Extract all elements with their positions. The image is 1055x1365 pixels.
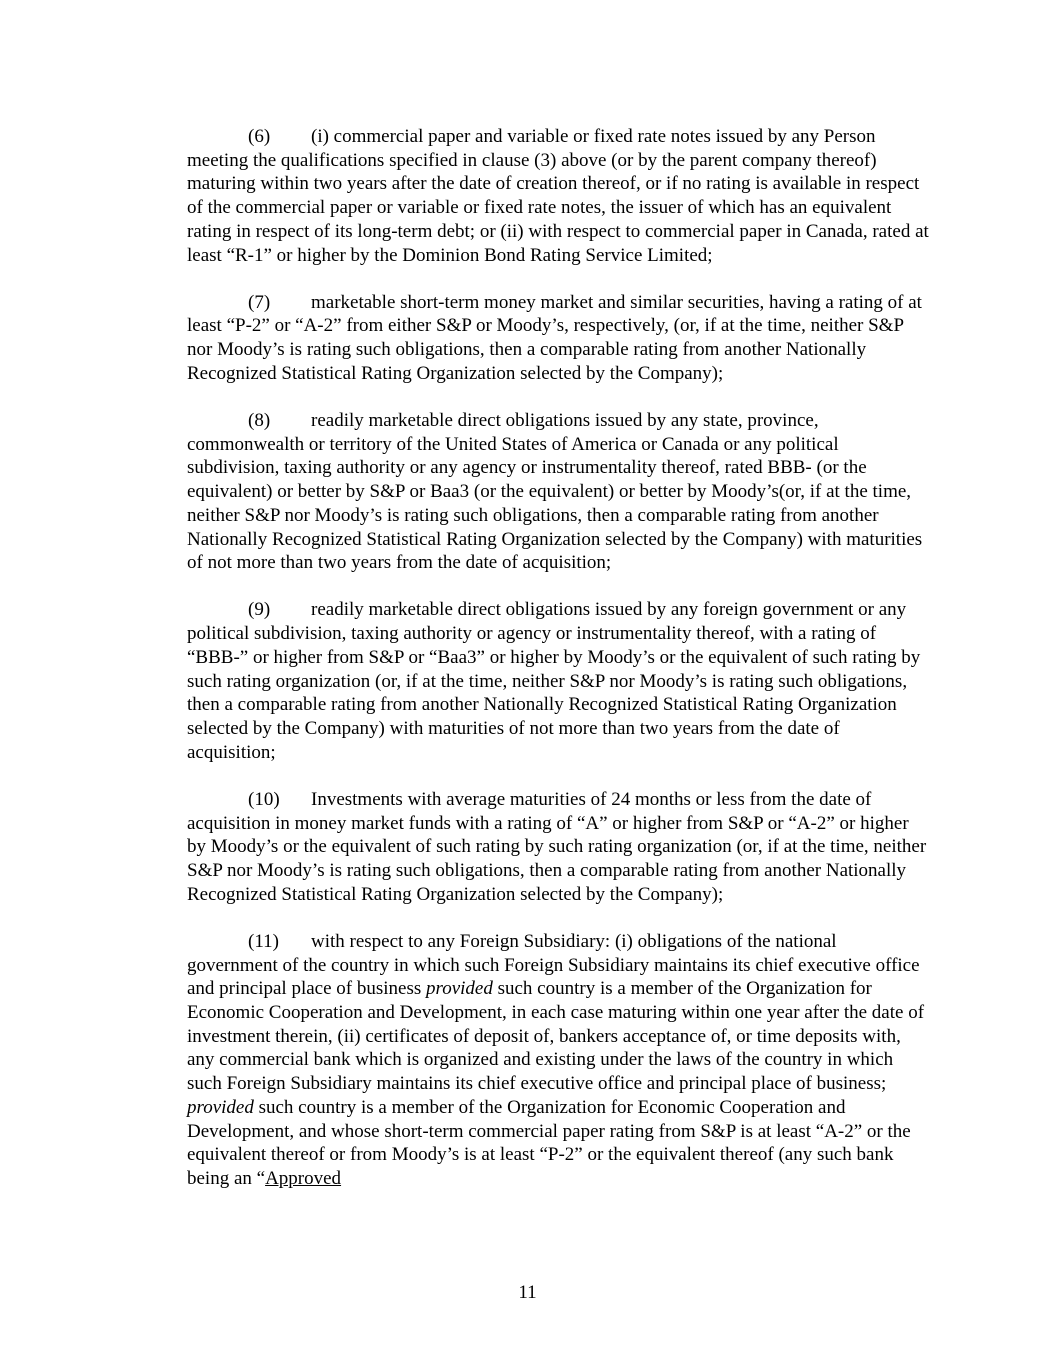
paragraph-text-part-2: such country is a member of the Organization for Economic Cooperation and Development, in each case maturing within one year after the date of investment therein, (ii) certificates of deposit of, bankers acceptance of, or time deposits with, any commercial bank which is organized and existing under the laws of the country in which such Foreign Subsidiary maintains its chief executive office and principal place of business; <box>187 978 925 1095</box>
provided-italic-1: provided <box>426 978 493 1000</box>
page-number: 11 <box>518 1282 537 1303</box>
paragraph-text-part-1: with respect to any Foreign Subsidiary: (i) obligations of the national government of the country in which such Foreign Subsidiary maintains its chief executive office and principal place of business <box>187 930 920 1000</box>
document-body <box>187 125 932 1191</box>
paragraph-number: (7) <box>248 291 271 313</box>
paragraph-number: (8) <box>248 410 271 432</box>
paragraph-text: readily marketable direct obligations issued by any state, province, commonwealth or territory of the United States of America or Canada or any political subdivision, taxing authority or any agency or instrumentality thereof, rated BBB- (or the equivalent) or better by S&P or Baa3 (or the equivalent) or better by Moody’s(or, if at the time, neither S&P nor Moody’s is rating such obligations, then a comparable rating from another Nationally Recognized Statistical Rating Organization selected by the Company) with maturities of not more than two years from the date of acquisition; <box>187 410 923 574</box>
paragraph-text: Investments with average maturities of 24 months or less from the date of acquisition in money market funds with a rating of “A” or higher from S&P or “A-2” or higher by Moody’s or the equivalent of such rating by such rating organization (or, if at the time, neither S&P nor Moody’s is rating such obligations, then a comparable rating from another Nationally Recognized Statistical Rating Organization selected by the Company); <box>187 788 927 905</box>
approved-bank-term: Approved <box>265 1167 342 1189</box>
paragraph-7 <box>187 291 932 386</box>
paragraph-number: (9) <box>248 599 271 621</box>
paragraph-8 <box>187 409 932 575</box>
provided-italic-2: provided <box>187 1096 254 1118</box>
paragraph-10 <box>187 788 932 907</box>
paragraph-6 <box>187 125 932 267</box>
paragraph-9 <box>187 598 932 764</box>
paragraph-text: marketable short-term money market and similar securities, having a rating of at least “P-2” or “A-2” from either S&P or Moody’s, respectively, (or, if at the time, neither S&P nor Moody’s is rating such obligations, then a comparable rating from another Nationally Recognized Statistical Rating Organization selected by the Company); <box>187 291 922 384</box>
paragraph-text: (i) commercial paper and variable or fixed rate notes issued by any Person meeting the qualifications specified in clause (3) above (or by the parent company thereof) maturing within two years after the date of creation thereof, or if no rating is available in respect of the commercial paper or variable or fixed rate notes, the issuer of which has an equivalent rating in respect of its long-term debt; or (ii) with respect to commercial paper in Canada, rated at least “R-1” or higher by the Dominion Bond Rating Service Limited; <box>187 126 929 266</box>
paragraph-number: (11) <box>248 930 279 952</box>
paragraph-11 <box>187 930 932 1191</box>
paragraph-number: (10) <box>248 788 280 810</box>
paragraph-number: (6) <box>248 126 271 147</box>
paragraph-text: readily marketable direct obligations issued by any foreign government or any political subdivision, taxing authority or agency or instrumentality thereof, with a rating of “BBB-” or higher from S&P or “Baa3” or higher by Moody’s or the equivalent of such rating by such rating organization (or, if at the time, neither S&P nor Moody’s is rating such obligations, then a comparable rating from another Nationally Recognized Statistical Rating Organization selected by the Company) with maturities of not more than two years from the date of acquisition; <box>187 599 921 763</box>
paragraph-text-part-3: such country is a member of the Organization for Economic Cooperation and Development, and whose short-term commercial paper rating from S&P is at least “A-2” or the equivalent thereof or from Moody’s is at least “P-2” or the equivalent thereof (any such bank being an “ <box>187 1096 911 1189</box>
